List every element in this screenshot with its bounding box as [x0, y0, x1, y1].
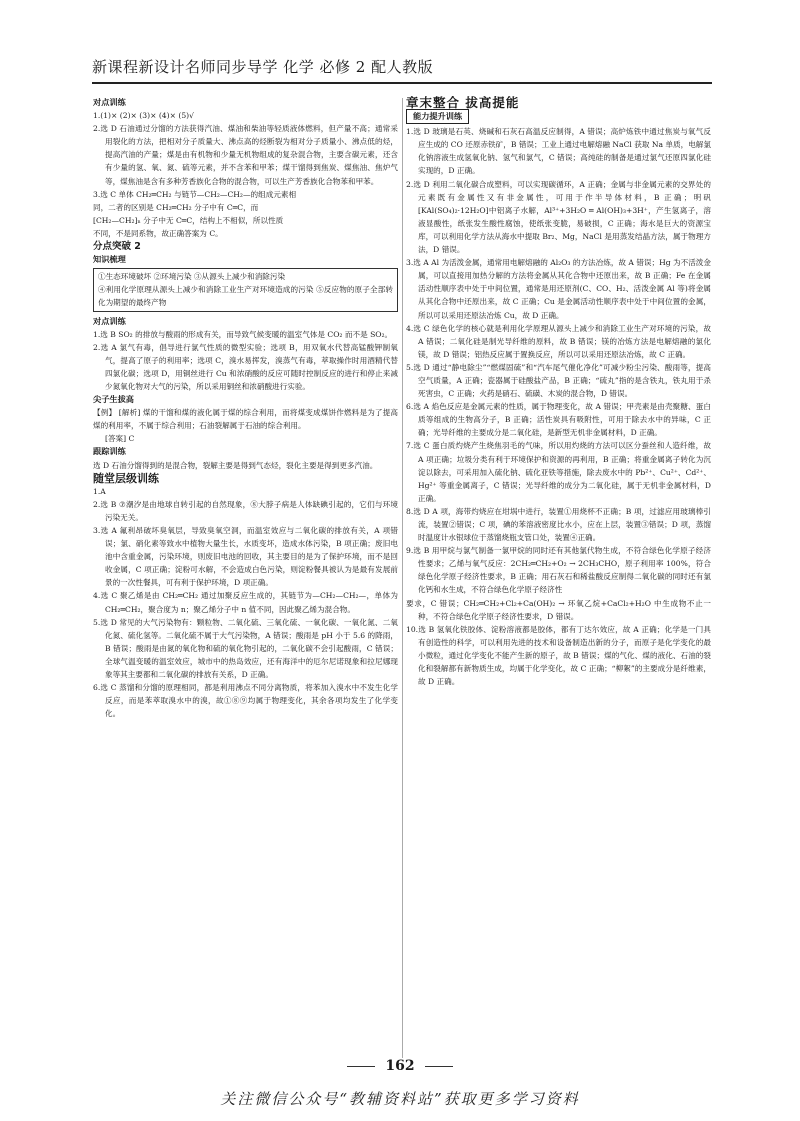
answer-item: 选 D 石油分馏得到的是混合物，裂解主要是得到气态烃，裂化主要是得到更多汽油。	[93, 460, 378, 470]
section-title: 随堂层级训练	[93, 471, 159, 485]
answer-item: 6.选 A 焰色反应是金属元素的性质，属于物理变化，故 A 错误；甲壳素是由壳聚糖、蛋白质等组成的生物高分子，B 正确；活性炭具有吸附性，可用于除去水中的异味，C 正确；光导纤维的主要成分是二氧化硅，是新型无机非金属材料，D 正确。	[406, 402, 711, 438]
answer-item: 2.选 D 利用二氧化碳合成塑料，可以实现碳循环，A 正确；金属与非金属元素的交界处的元素既有金属性又有非金属性，可用于作半导体材料，B 正确；明矾[KAl(SO₄)₂·12H₂O]中铝离子水解，Al³⁺+3H₂O ═ Al(OH)₃+3H⁺，产生氢离子，溶液显酸性，纸张发生酸性腐蚀，使纸张变脆，易破损，C 正确；海水是巨大的资源宝库，可以利用化学方法从海水中提取 Br₂、Mg，NaCl 是用蒸发结晶方法，属于物理方法，D 错误。	[406, 179, 711, 255]
answer-item: 1.A	[93, 486, 106, 496]
answer-item: 同，二者的区别是 CH₂═CH₂ 分子中有 C═C，而	[93, 202, 259, 212]
page-number: 162	[385, 1058, 415, 1074]
chapter-title: 章末整合 拔高提能	[406, 96, 520, 110]
page-header	[92, 52, 712, 92]
answer-item: 5.选 D 常见的大气污染物有：颗粒物、二氧化硫、三氧化硫、一氧化碳、一氧化氮、二氧化氮、硫化氢等。二氧化硫不属于大气污染物，A 错误；酸雨是 pH 小于 5.6 的降雨，B 错误；酸雨是由氮的氧化物和硫的氧化物引起的，二氧化碳不会引起酸雨，C 错误；全球气温变暖的温室效应，城市中的热岛效应，还有海洋中的厄尔尼诺现象和拉尼娜现象等其主要都和二氧化碳的排放有关系，D 正确。	[93, 617, 398, 680]
section-heading: 分点突破 2	[93, 241, 141, 253]
knowledge-line: ④利用化学原理从源头上减少和消除工业生产对环境造成的污染 ⑤反应物的原子全部转化为期望的最终产物	[98, 285, 393, 308]
answer-item: 10.选 B 氢氧化铁胶体、淀粉溶液都是胶体，都有丁达尔效应，故 A 正确；化学是一门具有创造性的科学，可以利用先进的技术和设备制造出新的分子，而原子是化学变化的最小微粒，通过化学变化不能产生新的原子，故 B 错误；煤的气化、煤的液化、石油的裂化和裂解都有新物质生成，均属于化学变化，故 C 正确；“柳絮”的主要成分是纤维素，故 D 正确。	[406, 624, 711, 687]
page-number-row	[0, 1058, 800, 1074]
right-column	[406, 96, 711, 1071]
answer-item: 2.选 A 氯气有毒，倡导进行氯气性质的微型实验；选项 B，用双氧水代替高锰酸钾制氧气，提高了原子的利用率；选项 C，溴水易挥发，溴蒸气有毒，萃取操作时用酒精代替四氯化碳；选项 D，用铜丝进行 Cu 和浓硝酸的反应可随时控制反应的进行和停止来减少氮氧化物对大气的污染，所以采用铜丝和浓硝酸进行实验。	[93, 342, 398, 391]
answer-item: 2.选 B ⑦潮汐是由地球自转引起的自然现象，⑧大脖子病是人体缺碘引起的，它们与环境污染无关。	[93, 499, 398, 522]
page-dash-right	[425, 1066, 453, 1067]
answer-item: 7.选 C 蛋白质灼烧产生烧焦羽毛的气味，所以用灼烧的方法可以区分蚕丝和人造纤维，故 A 项正确；垃圾分类有利于环境保护和资源的再利用，B 正确；将重金属离子转化为沉淀以除去，可采用加入硫化钠、硫化亚铁等措施，除去废水中的 Pb²⁺、Cu²⁺、Cd²⁺、Hg²⁺ 等重金属离子，C 错误；光导纤维的成分为二氧化硅，属于无机非金属材料，D 正确。	[406, 441, 711, 503]
answer-item: 3.选 C 单体 CH₂═CH₂ 与链节—CH₂—CH₂—的组成元素相	[93, 189, 297, 199]
answer-item: 3.选 A Al 为活泼金属，通常用电解熔融的 Al₂O₃ 的方法冶炼，故 A 错误；Hg 为不活泼金属，可以直接用加热分解的方法将金属从其化合物中还原出来，故 B 正确；Fe 在金属活动性顺序表中处于中间位置，通常是用还原剂(C、CO、H₂、活泼金属 Al 等)将金属从其化合物中还原出来，故 C 正确；Cu 是金属活动性顺序表中处于中间位置的金属，所以可以采用还原法冶炼 Cu，故 D 正确。	[406, 258, 711, 320]
answer-item: 5.选 D 通过“静电除尘”“燃煤固硫”和“汽车尾气催化净化”可减少粉尘污染、酸雨等，提高空气质量，A 正确；瓷器属于硅酸盐产品，B 正确；“硫丸”指的是含铁丸，铁丸用于杀死害虫，C 正确；火药是硝石、硫磺、木炭的混合物，D 错误。	[406, 362, 711, 399]
answer-item: 不同，不是同系物，故正确答案为 C。	[93, 228, 223, 238]
answer-item: [CH₂—CH₂]ₙ 分子中无 C═C，结构上不相似，所以性质	[93, 215, 284, 225]
answer-item: 4.选 C 聚乙烯是由 CH₂═CH₂ 通过加聚反应生成的，其链节为—CH₂—CH₂—，单体为 CH₂═CH₂，聚合度为 n；聚乙烯分子中 n 值不同，因此聚乙烯为混合物。	[93, 591, 398, 614]
section-label: 对点训练	[93, 315, 126, 326]
left-column	[93, 96, 398, 1071]
column-divider	[402, 98, 403, 1058]
page-dash-left	[347, 1066, 375, 1067]
section-label: 知识梳理	[93, 254, 126, 265]
answer-item: 1.(1)× (2)× (3)× (4)× (5)√	[93, 111, 194, 121]
answer-item: 6.选 C 蒸馏和分馏的原理相同，都是利用沸点不同分离物质，将苯加入溴水中不发生化学反应，而是苯萃取溴水中的溴，故①⑧⑨均属于物理变化，其余各项均发生了化学变化。	[93, 683, 398, 719]
answer-item: 8.选 D A 项，海带灼烧应在坩埚中进行，装置①用烧杯不正确；B 项，过滤应用玻璃棒引流，装置②错误；C 项，碘的苯溶液密度比水小，应在上层，装置③错误；D 项，蒸馏时温度计水银球位于蒸馏烧瓶支管口处，装置④正确。	[406, 506, 711, 543]
answer-item: 2.选 D 石油通过分馏的方法获得汽油、煤油和柴油等轻质液体燃料，但产量不高；通常采用裂化的方法，把相对分子质量大、沸点高的烃断裂为相对分子质量小、沸点低的烃，提高汽油的产量；煤是由有机物和少量无机物组成的复杂混合物，主要含碳元素，还含有少量的氢、氧、氮、硫等元素，并不含苯和甲苯；煤干馏得到焦炭、煤焦油、焦炉气等，煤焦油是含有多种芳香族化合物的混合物，可以生产芳香族化合物苯和甲苯。	[93, 124, 398, 186]
answer-item: 1.选 D 玻璃是石英、烧碱和石灰石高温反应制得，A 错误；高炉炼铁中通过焦炭与氧气反应生成的 CO 还原赤铁矿，B 错误；工业上通过电解熔融 NaCl 获取 Na 单质，电解氯化钠溶液生成氢氧化钠、氢气和氯气，C 错误；高纯硅的制备是通过氯气还原四氯化硅实现的，D 正确。	[406, 127, 711, 176]
answer-item: 1.选 B SO₂ 的排放与酸雨的形成有关，而导致气候变暖的温室气体是 CO₂ 而不是 SO₂。	[93, 329, 393, 339]
section-label: 尖子生拔高	[93, 394, 134, 405]
section-label: 跟踪训练	[93, 446, 126, 457]
answer-item: 3.选 A 氟利昂破坏臭氧层，导致臭氧空洞，而温室效应与二氧化碳的排放有关，A 项错误；氯、硝化素等致水中植物大量生长，水质变坏，造成水体污染，B 项正确；废旧电池中含重金属，污染环境，则废旧电池的回收，其主要目的是为了保护环境，而不是回收金属，C 项正确；淀粉可水解，不会造成白色污染，则淀粉餐具被认为是最有发展前景的一次性餐具，可有利于保护环境，D 项正确。	[93, 526, 398, 588]
section-box-label: 能力提升训练	[406, 109, 469, 124]
section-label: 对点训练	[93, 97, 126, 107]
answer-item: 9.选 B 用甲烷与氯气制备一氯甲烷的同时还有其他氯代物生成，不符合绿色化学原子经济性要求；乙烯与氧气反应：2CH₂═CH₂+O₂ → 2CH₃CHO，原子利用率 100%，符合绿色化学原子经济性要求，B 正确；用石灰石和稀盐酸反应制得二氧化碳的同时还有氯化钙和水生成，不符合绿色化学原子经济性	[406, 546, 711, 595]
example-answer: [答案] C	[105, 434, 135, 444]
book-title: 新课程新设计名师同步导学 化学 必修 2 配人教版	[92, 58, 434, 76]
header-rule	[92, 82, 712, 84]
answer-item: 4.选 C 绿色化学的核心就是利用化学原理从源头上减少和消除工业生产对环境的污染，故 A 错误；二氧化硅是制光导纤维的原料，故 B 错误；镁的冶炼方法是电解熔融的氯化镁，故 D 错误；铝热反应属于置换反应，所以可以采用还原法冶炼，故 C 正确。	[406, 323, 711, 359]
answer-item: 要求，C 错误；CH₂═CH₂+Cl₂+Ca(OH)₂ → 环氧乙烷+CaCl₂+H₂O 中生成物不止一种，不符合绿色化学原子经济性要求，D 错误。	[406, 598, 711, 621]
knowledge-box	[93, 268, 398, 311]
example-analysis: 【例】 [解析] 煤的干馏和煤的液化属于煤的综合利用，而将煤变成煤饼作燃料是为了提高煤的利用率，不属于综合利用；石油裂解属于石油的综合利用。	[93, 408, 398, 431]
footer-note: 关注微信公众号“教辅资料站”获取更多学习资料	[220, 1090, 580, 1108]
knowledge-line: ①生态环境破坏 ②环境污染 ③从源头上减少和消除污染	[98, 272, 286, 282]
